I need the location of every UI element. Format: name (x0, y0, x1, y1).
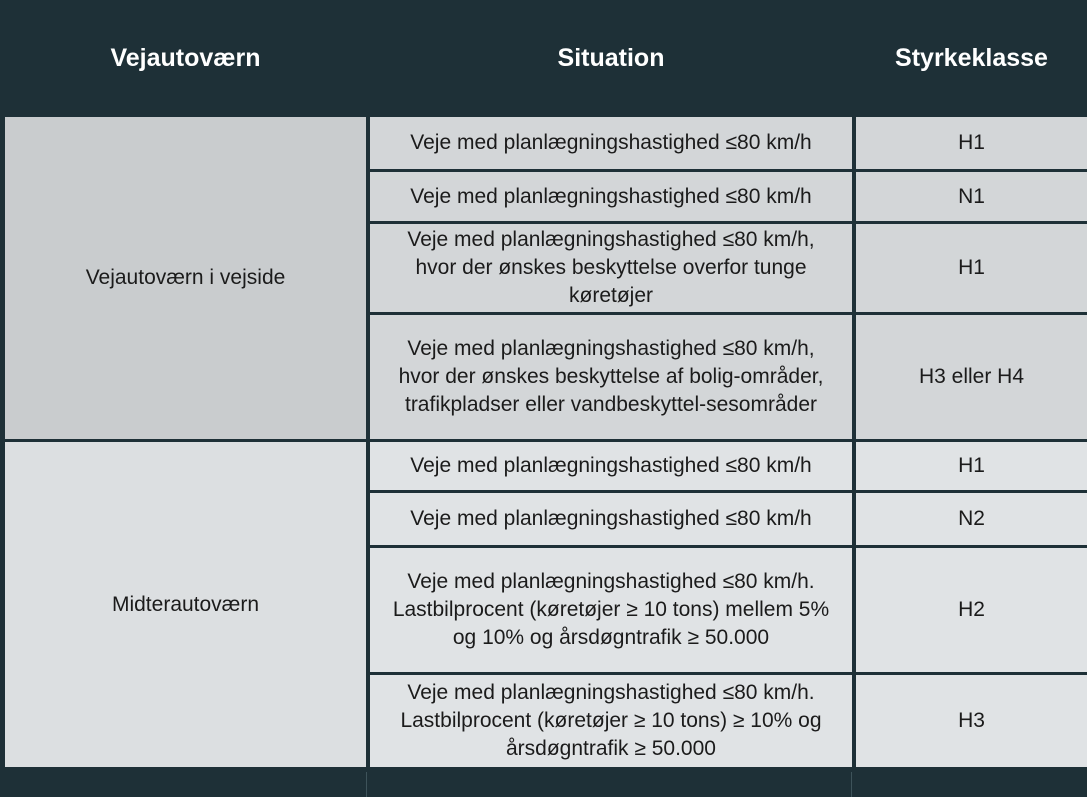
group-label-midter: Midterautoværn (5, 442, 366, 767)
bottom-divider (851, 772, 852, 797)
class-cell: H1 (856, 117, 1087, 169)
class-cell: H1 (856, 442, 1087, 490)
header-vejautovaern: Vejautoværn (5, 4, 366, 112)
situation-cell: Veje med planlægningshastighed ≤80 km/h (370, 442, 852, 490)
situation-cell: Veje med planlægningshastighed ≤80 km/h. Lastbilprocent (køretøjer ≥ 10 tons) ≥ 10% og årsdøgntrafik ≥ 50.000 (370, 675, 852, 767)
situation-cell: Veje med planlægningshastighed ≤80 km/h (370, 117, 852, 169)
group-label-vejside: Vejautoværn i vejside (5, 117, 366, 439)
class-cell: H1 (856, 224, 1087, 312)
bottom-divider (366, 772, 367, 797)
header-styrkeklasse: Styrkeklasse (856, 4, 1087, 112)
situation-cell: Veje med planlægningshastighed ≤80 km/h (370, 172, 852, 221)
situation-cell: Veje med planlægningshastighed ≤80 km/h, hvor der ønskes beskyttelse af bolig-områder, trafikpladser eller vandbeskyttel-sesområder (370, 315, 852, 439)
situation-cell: Veje med planlægningshastighed ≤80 km/h, hvor der ønskes beskyttelse overfor tunge køretøjer (370, 224, 852, 312)
class-cell: H3 (856, 675, 1087, 767)
situation-cell: Veje med planlægningshastighed ≤80 km/h. Lastbilprocent (køretøjer ≥ 10 tons) mellem 5% og 10% og årsdøgntrafik ≥ 50.000 (370, 548, 852, 672)
class-cell: H2 (856, 548, 1087, 672)
class-cell: H3 eller H4 (856, 315, 1087, 439)
situation-cell: Veje med planlægningshastighed ≤80 km/h (370, 493, 852, 545)
class-cell: N2 (856, 493, 1087, 545)
header-situation: Situation (370, 4, 852, 112)
class-cell: N1 (856, 172, 1087, 221)
